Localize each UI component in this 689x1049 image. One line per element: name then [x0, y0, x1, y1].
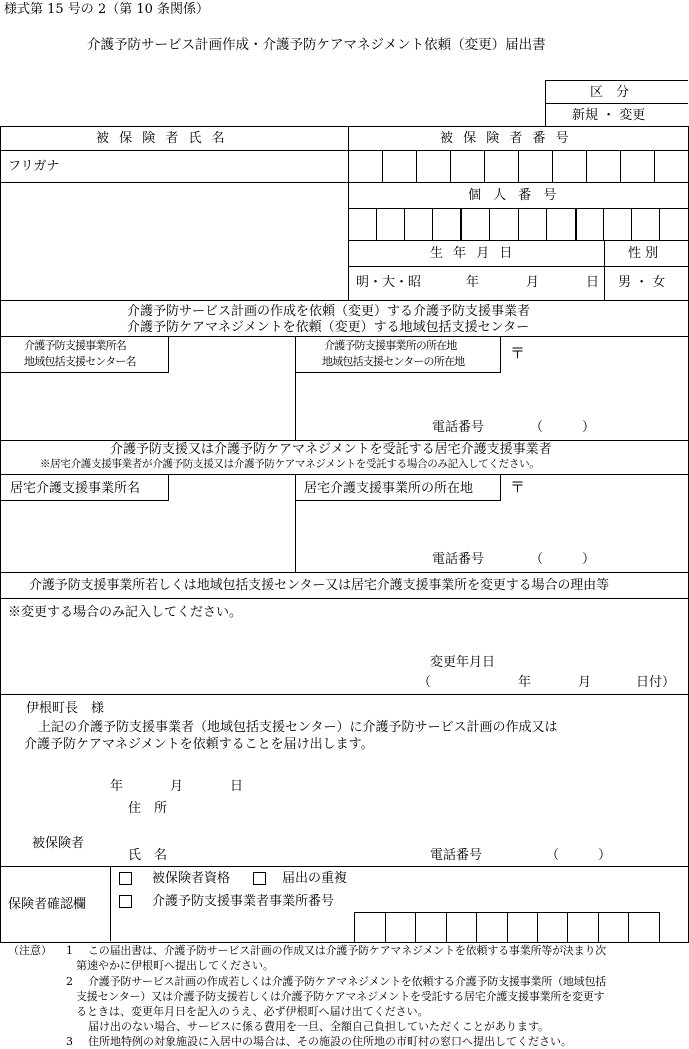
rule: [0, 598, 688, 599]
note-1-text-a: この届出書は、介護予防サービス計画の作成又は介護予防ケアマネジメントを依頼する事業所等が決まり次: [88, 944, 607, 957]
insurer-check-label: 保険者確認欄: [8, 897, 87, 912]
insured-number-header: 被 保 険 者 番 号: [440, 131, 569, 146]
section1-addr-label-2: 地域包括支援センターの所在地: [322, 355, 465, 368]
section3-header: 介護予防支援事業所若しくは地域包括支援センター又は居宅介護支援事業所を変更する場合の理由等: [29, 578, 609, 593]
declaration-address-label: 住 所: [128, 801, 168, 816]
rule: [348, 266, 688, 267]
rule: [0, 572, 688, 573]
section2-postal-mark: 〒: [510, 478, 526, 496]
declaration-month: 月: [170, 779, 184, 794]
rule: [110, 866, 111, 941]
note-2-text-c: るときは、変更年月日を記入のうえ、必ず伊根町へ届け出てください。: [76, 1005, 429, 1018]
declaration-text-1: 上記の介護予防支援事業者（地域包括支援センター）に介護予防サービス計画の作成又は: [38, 720, 558, 735]
section2-phone-paren[interactable]: （ ）: [530, 552, 596, 567]
form-number: 様式第 15 号の 2（第 10 条関係）: [4, 2, 210, 17]
qualification-label: 被保険者資格: [152, 871, 231, 886]
section2-line1: 介護予防支援又は介護予防ケアマネジメントを受託する居宅介護支援事業者: [110, 442, 552, 457]
section1-phone-paren[interactable]: （ ）: [530, 420, 596, 435]
rule: [604, 240, 605, 300]
section1-line1: 介護予防サービス計画の作成を依頼（変更）する介護予防支援事業者: [127, 304, 531, 319]
office-number-checkbox[interactable]: [119, 895, 132, 908]
change-date-day: 日付）: [636, 675, 676, 690]
birth-day: 日: [586, 275, 600, 290]
rule: [0, 300, 688, 301]
section1-line2: 介護予防ケアマネジメントを依頼（変更）する地域包括支援センター: [127, 320, 530, 335]
section1-name-label-1: 介護予防支援事業所名: [24, 339, 126, 352]
rule: [0, 866, 688, 867]
note-1-text-b: 第速やかに伊根町へ提出してください。: [76, 959, 274, 972]
rule: [0, 694, 688, 695]
change-date-label: 変更年月日: [430, 655, 496, 670]
rule: [0, 150, 688, 151]
note-2-text-a: 介護予防サービス計画の作成若しくは介護予防ケアマネジメントを依頼する介護予防支援事業所（地域包括: [88, 975, 607, 988]
declaration-phone-label: 電話番号: [430, 848, 483, 863]
declaration-year: 年: [110, 779, 124, 794]
change-date-open: （: [418, 675, 432, 690]
section1-phone-label: 電話番号: [432, 420, 485, 435]
note-2-text-d: 届け出のない場合、サービスに係る費用を一旦、全額自己負担していただくことがあります。: [88, 1020, 550, 1033]
main-form-frame: [0, 126, 689, 943]
insured-name-header: 被 保 険 者 氏 名: [96, 131, 225, 146]
note-3-text: 住所地特例の対象施設に入居中の場合は、その施設の住所地の市町村の窓口へ提出してください。: [88, 1035, 572, 1048]
category-mid: [545, 103, 688, 104]
change-date-year: 年: [518, 675, 532, 690]
rule: [348, 182, 688, 183]
declaration-text-2: 介護予防ケアマネジメントを依頼することを届け出します。: [24, 737, 374, 752]
addressee: 伊根町長 様: [26, 701, 105, 716]
rule: [0, 182, 348, 183]
declaration-insured-label: 被保険者: [32, 836, 85, 851]
category-options[interactable]: 新規 ・ 変更: [572, 108, 646, 123]
office-number-label: 介護予防支援事業者事業所番号: [152, 894, 335, 909]
rule: [348, 126, 349, 300]
sex-header: 性 別: [628, 246, 659, 261]
note-1-number: 1: [66, 944, 73, 957]
section1-addr-label-1: 介護予防支援事業所の所在地: [324, 339, 457, 352]
note-2-number: 2: [66, 975, 73, 988]
section2-addr-label: 居宅介護支援事業所の所在地: [304, 481, 474, 496]
qualification-checkbox[interactable]: [119, 872, 132, 885]
section2-note: ※居宅介護支援事業者が介護予防支援又は介護予防ケアマネジメントを受託する場合のみ記入してください。: [40, 458, 540, 470]
personal-number-header: 個 人 番 号: [468, 188, 557, 203]
section1-postal-mark: 〒: [510, 344, 526, 362]
birth-year: 年: [466, 275, 480, 290]
declaration-phone-paren[interactable]: （ ）: [546, 848, 612, 863]
sex-options[interactable]: 男 ・ 女: [618, 275, 666, 290]
birth-header: 生 年 月 日: [430, 246, 513, 261]
office-number-cells[interactable]: [354, 912, 660, 943]
rule: [348, 240, 688, 241]
duplicate-checkbox[interactable]: [253, 872, 266, 885]
rule: [0, 440, 688, 441]
declaration-name-label: 氏 名: [128, 848, 168, 863]
birth-month: 月: [526, 275, 540, 290]
note-2-text-b: 支援センター）又は介護予防支援若しくは介護予防ケアマネジメントを受託する居宅介護支援事業所を変更す: [76, 990, 605, 1003]
section3-note: ※変更する場合のみ記入してください。: [8, 605, 243, 620]
section2-phone-label: 電話番号: [432, 552, 485, 567]
note-3-number: 3: [66, 1035, 73, 1048]
birth-era[interactable]: 明・大・昭: [356, 275, 422, 290]
form-title: 介護予防サービス計画作成・介護予防ケアマネジメント依頼（変更）届出書: [87, 37, 546, 53]
notes-head: （注意）: [8, 944, 52, 957]
section2-name-label: 居宅介護支援事業所名: [10, 481, 141, 496]
duplicate-label: 届出の重複: [282, 871, 348, 886]
change-date-month: 月: [578, 675, 592, 690]
furigana-label: フリガナ: [8, 159, 60, 174]
category-label: 区 分: [590, 85, 630, 100]
declaration-day: 日: [230, 779, 244, 794]
section1-name-label-2: 地域包括支援センター名: [24, 355, 136, 368]
category-top: [545, 80, 688, 81]
